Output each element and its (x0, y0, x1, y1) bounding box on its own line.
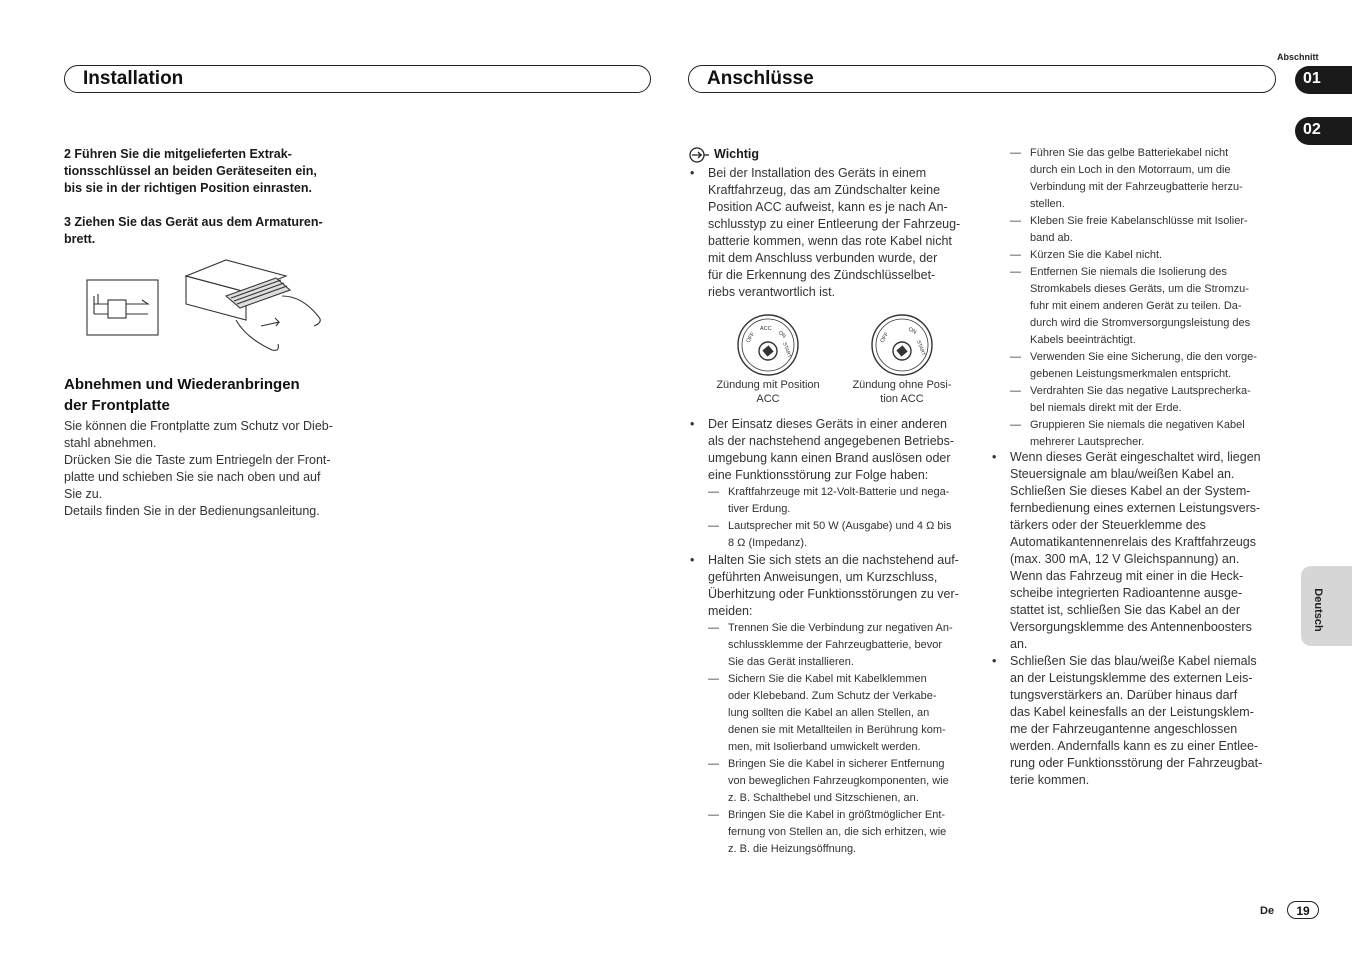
dash-line: durch ein Loch in den Motorraum, um die (1030, 164, 1231, 176)
key-head (108, 300, 126, 318)
key-detail-frame (87, 280, 158, 335)
bullet-line: schlusstyp zu einer Entleerung der Fahrzeug- (708, 217, 961, 231)
bullet-item-power-terminal (990, 653, 1290, 789)
dash-item (1010, 349, 1290, 383)
step-2-line: tionsschlüssel an beiden Geräteseiten ein, (64, 164, 317, 178)
paragraph-line: platte und schieben Sie sie nach oben und auf (64, 470, 321, 484)
dial-label: OFF (745, 331, 757, 344)
ignition-noacc-dial (870, 313, 934, 377)
dash-item (708, 756, 988, 807)
dash-line: fuhr mit einem anderen Gerät zu teilen. Da- (1030, 300, 1242, 312)
dash-line: — Kürzen Sie die Kabel nicht. (1030, 249, 1163, 261)
dash-line: z. B. die Heizungsöffnung. (728, 843, 857, 855)
bullet-line: • Halten Sie sich stets an die nachstehend auf- (708, 553, 959, 567)
tab-section-01-label: 01 (1303, 70, 1321, 87)
paragraph-line: Sie können die Frontplatte zum Schutz vor Dieb- (64, 419, 333, 433)
installation-title: Installation (83, 68, 184, 89)
paragraph-line: Details finden Sie in der Bedienungsanleitung. (64, 504, 320, 518)
bullet-line: • Schließen Sie das blau/weiße Kabel niemals (1010, 654, 1257, 668)
bullet-line: das Kabel keinesfalls an der Leistungsklem- (1010, 705, 1254, 719)
paragraph-line: Sie zu. (64, 487, 103, 501)
bullet-line: an. (1010, 637, 1028, 651)
dash-item (1010, 417, 1290, 451)
environment-dash-list (708, 484, 988, 552)
dash-line: men, mit Isolierband umwickelt werden. (728, 741, 921, 753)
dash-item (1010, 264, 1290, 349)
important-label: Wichtig (714, 147, 760, 161)
bullet-line: geführten Anweisungen, um Kurzschluss, (708, 570, 938, 584)
step-3 (64, 214, 364, 248)
dash-line: — Verwenden Sie eine Sicherung, die den vorge- (1030, 351, 1257, 363)
bullet-line: für die Erkennung des Zündschlüsselbet- (708, 268, 936, 282)
bullet-line: werden. Andernfalls kann es zu einer Entlee- (1010, 739, 1259, 753)
bullet-line: tungsverstärkers an. Darüber hinaus darf (1010, 688, 1238, 702)
key-shaft (126, 300, 148, 314)
section-label: Abschnitt (1277, 52, 1319, 62)
bullet-line: an der Leistungsklemme des externen Leis- (1010, 671, 1253, 685)
caption-line: Zündung ohne Posi- (852, 379, 952, 391)
important-icon (688, 147, 710, 163)
dash-line: lung sollten die Kabel an allen Stellen, an (728, 707, 930, 719)
dial-label: START (915, 339, 927, 357)
dash-line: stellen. (1030, 198, 1065, 210)
dash-item (708, 807, 988, 858)
dash-line: — Entfernen Sie niemals die Isolierung des (1030, 266, 1227, 278)
dash-line: Verbindung mit der Fahrzeugbatterie herzu- (1030, 181, 1243, 193)
bullet-line: terie kommen. (1010, 773, 1090, 787)
ignition-acc-dial (736, 313, 800, 377)
anschluesse-header (688, 65, 1276, 93)
caption-line: ACC (756, 393, 780, 405)
dash-item (708, 518, 988, 552)
frontplatte-heading (64, 374, 384, 416)
step-3-line: brett. (64, 232, 96, 246)
installation-header (64, 65, 651, 93)
bullet-line: stattet ist, schließen Sie das Kabel an der (1010, 603, 1240, 617)
dash-line: mehrerer Lautsprecher. (1030, 436, 1145, 448)
dash-item (708, 671, 988, 756)
bullet-list-2 (688, 416, 988, 858)
right-dash-list (1010, 145, 1290, 451)
bullet-item-environment (688, 416, 988, 552)
page-number (1287, 901, 1319, 919)
dash-line: von beweglichen Fahrzeugkomponenten, wie (728, 775, 949, 787)
dash-line: schlussklemme der Fahrzeugbatterie, bevor (728, 639, 942, 651)
bullet-line: tärkers oder der Steuerklemme des (1010, 518, 1206, 532)
page-number-value: 19 (1296, 904, 1310, 918)
dial-label: OFF (879, 331, 891, 344)
bullet-line: Schließen Sie dieses Kabel an der System- (1010, 484, 1251, 498)
bullet-line: umgebung kann einen Brand auslösen oder (708, 451, 951, 465)
dash-line: — Bringen Sie die Kabel in sicherer Entfernung (728, 758, 945, 770)
bullet-line: (max. 300 mA, 12 V Gleichspannung) an. (1010, 552, 1240, 566)
caption-line: tion ACC (880, 393, 924, 405)
bullet-item-acc (688, 165, 988, 301)
bullet-line: me der Fahrzeugantenne angeschlossen (1010, 722, 1238, 736)
tab-section-02[interactable] (1295, 117, 1352, 145)
extraction-illustration (86, 256, 328, 356)
dash-line: Stromkabels dieses Geräts, um die Stromzu- (1030, 283, 1249, 295)
language-tab[interactable] (1301, 566, 1352, 646)
step-2-line: bis sie in der richtigen Position einrasten. (64, 181, 312, 195)
bullet-line: Wenn das Fahrzeug mit einer in die Heck- (1010, 569, 1244, 583)
dash-line: — Kleben Sie freie Kabelanschlüsse mit Isolier- (1030, 215, 1248, 227)
tab-section-02-label: 02 (1303, 121, 1321, 138)
step-2-line: 2 Führen Sie die mitgelieferten Extrak- (64, 147, 292, 161)
dash-line: — Trennen Sie die Verbindung zur negativen An- (728, 622, 953, 634)
bullet-line: fernbedienung eines externen Leistungsvers- (1010, 501, 1261, 515)
dash-line: z. B. Schalthebel und Sitzschienen, an. (728, 792, 919, 804)
dial-label: ACC (760, 326, 772, 332)
dash-line: band ab. (1030, 232, 1073, 244)
frontplatte-heading-line: Abnehmen und Wiederanbringen (64, 376, 300, 393)
tab-section-01[interactable] (1295, 66, 1352, 94)
bullet-line: rung oder Funktionsstörung der Fahrzeugbat- (1010, 756, 1263, 770)
dash-item (708, 484, 988, 518)
bullet-line: mit dem Anschluss verbunden wurde, der (708, 251, 938, 265)
bullet-list-1 (688, 165, 988, 301)
bullet-line: • Bei der Installation des Geräts in einem (708, 166, 927, 180)
right-hand (282, 296, 320, 326)
bullet-line: als der nachstehend angegebenen Betriebs- (708, 434, 955, 448)
dash-line: — Sichern Sie die Kabel mit Kabelklemmen (728, 673, 927, 685)
front-panel (226, 278, 290, 308)
dash-item (1010, 145, 1290, 213)
dash-line: — Bringen Sie die Kabel in größtmöglicher Ent- (728, 809, 946, 821)
dash-line: — Kraftfahrzeuge mit 12-Volt-Batterie und nega- (728, 486, 950, 498)
dash-line: fernung von Stellen an, die sich erhitzen, wie (728, 826, 947, 838)
dash-line: bel niemals direkt mit der Erde. (1030, 402, 1182, 414)
bullet-line: riebs verantwortlich ist. (708, 285, 836, 299)
step-2 (64, 146, 364, 197)
anschluesse-title: Anschlüsse (707, 68, 814, 89)
dash-item (1010, 247, 1290, 264)
paragraph-line: Drücken Sie die Taste zum Entriegeln der Front- (64, 453, 331, 467)
dash-line: — Führen Sie das gelbe Batteriekabel nicht (1030, 147, 1229, 159)
bullet-line: Position ACC aufweist, kann es je nach An- (708, 200, 948, 214)
right-bullet-list (990, 449, 1290, 789)
dash-line: — Lautsprecher mit 50 W (Ausgabe) und 4 Ω bis (728, 520, 952, 532)
bullet-line: Steuersignale am blau/weißen Kabel an. (1010, 467, 1235, 481)
dash-line: — Gruppieren Sie niemals die negativen Kabel (1030, 419, 1245, 431)
instructions-dash-list (708, 620, 988, 858)
dash-item (1010, 383, 1290, 417)
dash-line: 8 Ω (Impedanz). (728, 537, 808, 549)
dash-item (708, 620, 988, 671)
language-label: Deutsch (1312, 588, 1324, 632)
bullet-line: batterie kommen, wenn das rote Kabel nicht (708, 234, 952, 248)
dial-label: ON (907, 326, 918, 336)
bullet-item-instructions (688, 552, 988, 858)
dash-line: durch wird die Stromversorgungsleistung des (1030, 317, 1251, 329)
dial-label: START (781, 341, 793, 359)
language-code: De (1260, 905, 1275, 917)
dial-label: ON (776, 329, 787, 340)
left-hand (236, 320, 278, 350)
caption-acc (706, 378, 830, 406)
bullet-line: Automatikantennenrelais des Kraftfahrzeugs (1010, 535, 1256, 549)
bullet-item-control-signal (990, 449, 1290, 653)
dash-line: Sie das Gerät installieren. (728, 656, 854, 668)
bullet-line: Versorgungsklemme des Antennenboosters (1010, 620, 1252, 634)
bullet-line: Überhitzung oder Funktionsstörungen zu ver- (708, 587, 959, 601)
frontplatte-heading-line: der Frontplatte (64, 397, 170, 414)
paragraph-line: stahl abnehmen. (64, 436, 157, 450)
dash-line: tiver Erdung. (728, 503, 791, 515)
bullet-line: Kraftfahrzeug, das am Zündschalter keine (708, 183, 941, 197)
bullet-line: scheibe integrierten Radioantenne ausge- (1010, 586, 1243, 600)
bullet-line: • Wenn dieses Gerät eingeschaltet wird, liegen (1010, 450, 1261, 464)
dash-item (1010, 213, 1290, 247)
bullet-line: eine Funktionsstörung zur Folge haben: (708, 468, 929, 482)
dash-line: oder Klebeband. Zum Schutz der Verkabe- (728, 690, 937, 702)
bullet-line: meiden: (708, 604, 753, 618)
caption-line: Zündung mit Position (716, 379, 820, 391)
dash-line: Kabels beeinträchtigt. (1030, 334, 1136, 346)
key-tip (94, 304, 108, 314)
bullet-line: • Der Einsatz dieses Geräts in einer anderen (708, 417, 948, 431)
caption-noacc (840, 378, 964, 406)
dash-line: — Verdrahten Sie das negative Lautsprecherka- (1030, 385, 1251, 397)
step-3-line: 3 Ziehen Sie das Gerät aus dem Armaturen- (64, 215, 323, 229)
pull-arrow (261, 318, 279, 326)
dash-line: denen sie mit Metallteilen in Berührung kom- (728, 724, 946, 736)
frontplatte-paragraph (64, 418, 364, 520)
dash-line: gebenen Leistungsmerkmalen entspricht. (1030, 368, 1232, 380)
